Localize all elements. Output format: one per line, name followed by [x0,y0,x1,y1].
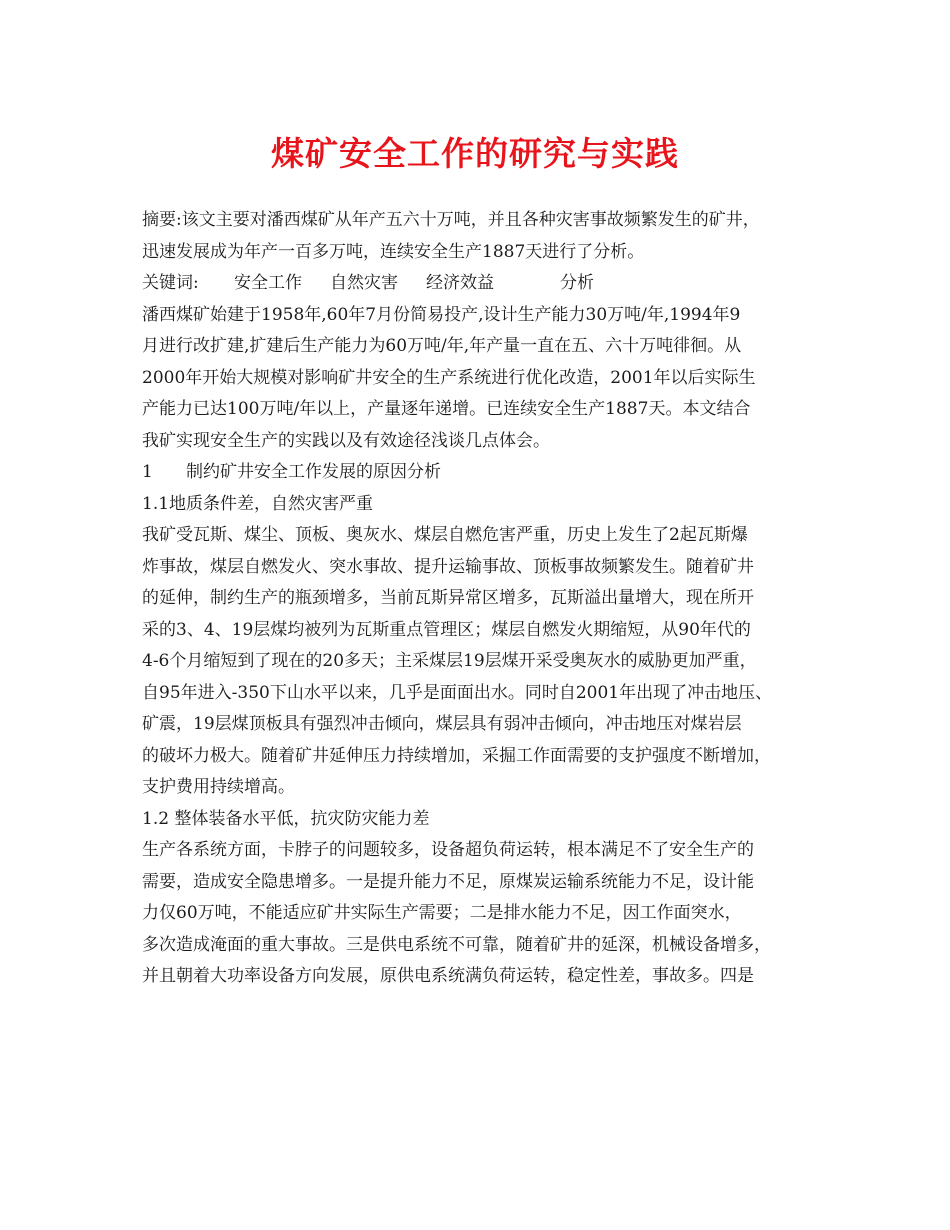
intro-line: 月进行改扩建,扩建后生产能力为60万吨/年,年产量一直在五、六十万吨徘徊。从 [142,336,742,356]
keyword: 分析 [560,273,594,293]
paragraph-line: 需要，造成安全隐患增多。一是提升能力不足，原煤炭运输系统能力不足，设计能 [142,871,754,892]
document-title: 煤矿安全工作的研究与实践 [271,134,679,173]
keyword: 自然灾害 [330,273,398,293]
intro-line: 潘西煤矿始建于1958年,60年7月份简易投产,设计生产能力30万吨/年,1994年9 [142,304,741,325]
intro-line: 我矿实现安全生产的实践以及有效途径浅谈几点体会。 [142,430,550,451]
keyword: 经济效益 [426,273,494,293]
abstract-line: 摘要:该文主要对潘西煤矿从年产五六十万吨，并且各种灾害事故频繁发生的矿井， [142,210,760,230]
keywords-label: 关键词: [142,273,199,293]
paragraph-line: 力仅60万吨，不能适应矿井实际生产需要；二是排水能力不足，因工作面突水， [142,903,742,923]
paragraph-line: 我矿受瓦斯、煤尘、顶板、奥灰水、煤层自燃危害严重，历史上发生了2起瓦斯爆 [142,525,748,545]
paragraph-line: 并且朝着大功率设备方向发展，原供电系统满负荷运转，稳定性差，事故多。四是 [142,966,754,986]
intro-line: 产能力已达100万吨/年以上，产量逐年递增。已连续安全生产1887天。本文结合 [142,399,751,419]
intro-line: 2000年开始大规模对影响矿井安全的生产系统进行优化改造，2001年以后实际生 [142,367,756,388]
subsection-heading: 1.2 整体装备水平低，抗灾防灾能力差 [142,808,430,829]
paragraph-line: 的延伸，制约生产的瓶颈增多，当前瓦斯异常区增多，瓦斯溢出量增大，现在所开 [142,588,754,608]
section-number: 1 [142,462,153,482]
document-body [142,205,822,993]
paragraph-line: 多次造成淹面的重大事故。三是供电系统不可靠，随着矿井的延深，机械设备增多， [142,934,771,955]
subsection-heading: 1.1地质条件差，自然灾害严重 [142,493,374,514]
paragraph-line: 支护费用持续增高。 [142,777,295,797]
paragraph-line: 矿震，19层煤顶板具有强烈冲击倾向，煤层具有弱冲击倾向，冲击地压对煤岩层 [142,714,742,734]
section-title: 制约矿井安全工作发展的原因分析 [186,462,441,482]
keyword: 安全工作 [234,273,302,293]
paragraph-line: 自95年进入-350下山水平以来，几乎是面面出水。同时自2001年出现了冲击地压、 [142,682,773,703]
paragraph-line: 炸事故，煤层自燃发火、突水事故、提升运输事故、顶板事故频繁发生。随着矿井 [142,556,754,577]
paragraph-line: 4-6个月缩短到了现在的20多天；主采煤层19层煤开采受奥灰水的威胁更加严重， [142,651,757,671]
paragraph-line: 生产各系统方面，卡脖子的问题较多，设备超负荷运转，根本满足不了安全生产的 [142,840,754,860]
abstract-line: 迅速发展成为年产一百多万吨，连续安全生产1887天进行了分析。 [142,241,645,262]
paragraph-line: 采的3、4、19层煤均被列为瓦斯重点管理区；煤层自燃发火期缩短，从90年代的 [142,619,751,640]
section-heading [142,457,822,489]
paragraph-line: 的破坏力极大。随着矿井延伸压力持续增加，采掘工作面需要的支护强度不断增加， [142,745,771,766]
keywords-line [142,268,822,300]
